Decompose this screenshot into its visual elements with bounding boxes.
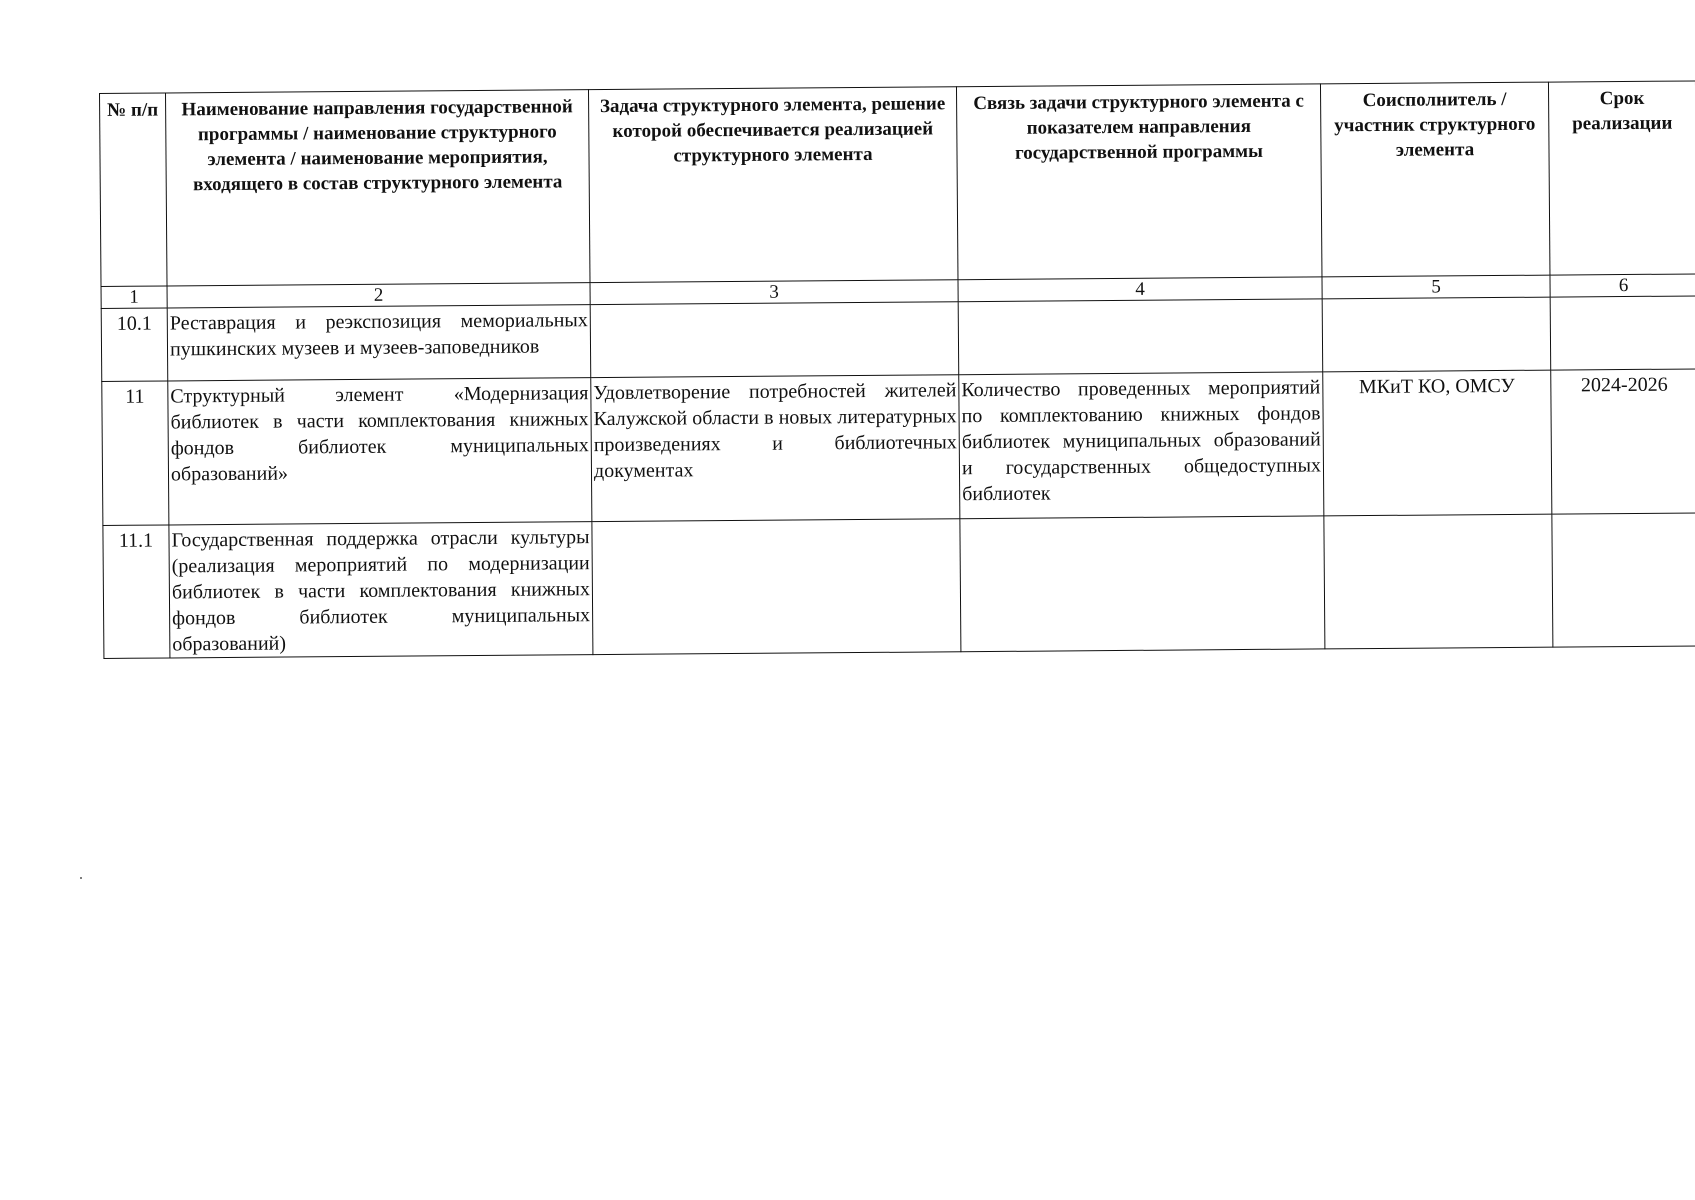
row-executor: МКиТ КО, ОМСУ <box>1323 370 1552 516</box>
row-executor <box>1324 514 1553 649</box>
row-task: Удовлетворение потребностей жителей Калужской области в новых литературных произведениях и библиотечных документах <box>591 375 960 522</box>
header-link: Связь задачи структурного элемента с показателем направления государственной программы <box>956 84 1322 280</box>
row-task <box>592 519 961 655</box>
scan-speck <box>80 877 82 879</box>
row-term: 2024-2026 <box>1551 369 1695 514</box>
column-number: 3 <box>590 280 958 305</box>
header-number: № п/п <box>100 93 168 287</box>
row-task <box>590 302 959 378</box>
column-number: 2 <box>167 283 590 308</box>
table-row <box>103 513 1695 659</box>
row-term <box>1552 513 1695 647</box>
row-link: Количество проведенных мероприятий по комплектованию книжных фондов библиотек муниципальных образований и государственных общедоступных библиотек <box>959 372 1324 519</box>
row-link <box>960 516 1325 652</box>
row-link <box>958 299 1323 375</box>
row-number: 11 <box>102 381 169 526</box>
row-number: 10.1 <box>101 308 168 382</box>
row-number: 11.1 <box>103 525 170 659</box>
row-term <box>1550 296 1695 370</box>
program-structure-table <box>99 80 1695 659</box>
table-row <box>102 369 1695 526</box>
row-executor <box>1322 297 1551 372</box>
column-number: 1 <box>101 286 167 309</box>
header-executor: Соисполнитель / участник структурного элемента <box>1320 82 1550 277</box>
row-name: Реставрация и реэкспозиция мемориальных пушкинских музеев и музеев-заповедников <box>167 305 591 381</box>
table-row <box>101 296 1695 382</box>
row-name: Структурный элемент «Модернизация библиотек в части комплектования книжных фондов библиотек муниципальных образований» <box>168 378 592 525</box>
header-name: Наименование направления государственной программы / наименование структурного элемента / наименование мероприятия, входящего в состав структурного элемента <box>166 90 591 286</box>
header-task: Задача структурного элемента, решение которой обеспечивается реализацией структурного элемента <box>588 87 958 283</box>
table-header-row <box>100 81 1695 287</box>
column-number: 6 <box>1550 274 1695 297</box>
header-term: Срок реализации <box>1548 81 1695 275</box>
row-name: Государственная поддержка отрасли культуры (реализация мероприятий по модернизации библиотек в части комплектования книжных фондов библиотек муниципальных образований) <box>169 522 593 658</box>
column-number: 5 <box>1322 275 1550 299</box>
column-number: 4 <box>958 277 1322 302</box>
